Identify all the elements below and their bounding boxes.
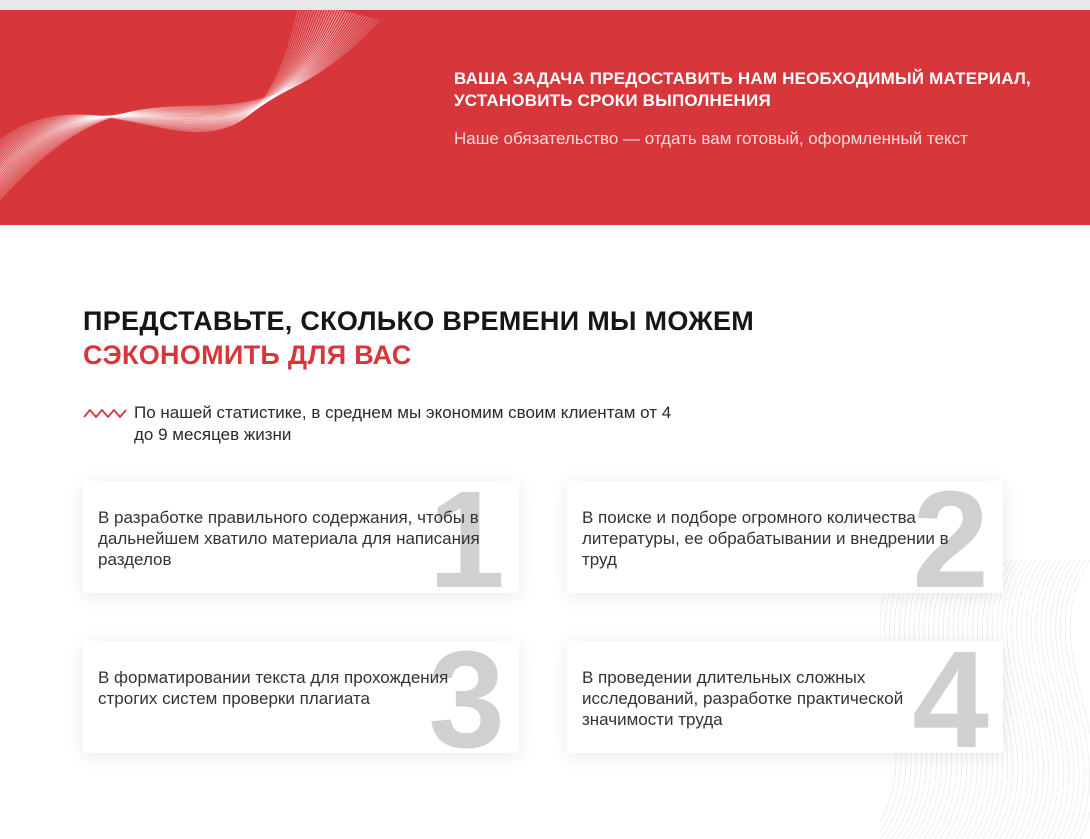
- card-number: 4: [912, 641, 989, 753]
- mesh-line: [1046, 560, 1069, 839]
- section-title: [83, 304, 983, 372]
- hero-banner: [0, 10, 1090, 225]
- section-title-main: ПРЕДСТАВЬТЕ, СКОЛЬКО ВРЕМЕНИ МЫ МОЖЕМ: [83, 306, 755, 336]
- banner-heading: ВАША ЗАДАЧА ПРЕДОСТАВИТЬ НАМ НЕОБХОДИМЫЙ МАТЕРИАЛ, УСТАНОВИТЬ СРОКИ ВЫПОЛНЕНИЯ: [454, 69, 1031, 110]
- statistics-text: По нашей статистике, в среднем мы экономим своим клиентам от 4 до 9 месяцев жизни: [134, 403, 672, 444]
- benefit-card-4: [567, 641, 1003, 753]
- wave-decoration-icon: [0, 10, 440, 225]
- wave-line: [0, 12, 348, 176]
- wave-line: [0, 10, 317, 153]
- section-title-accent: СЭКОНОМИТЬ ДЛЯ ВАС: [83, 340, 412, 370]
- card-text: В форматировании текста для прохождения строгих систем проверки плагиата: [98, 668, 449, 708]
- card-number: 1: [428, 481, 505, 593]
- mesh-line: [1026, 560, 1048, 839]
- wave-line: [0, 18, 370, 193]
- wave-line: [0, 16, 363, 188]
- card-text: В проведении длительных сложных исследований, разработке практической значимости труда: [582, 668, 904, 729]
- benefit-card-3: [83, 641, 519, 753]
- benefit-card-1: [83, 481, 519, 593]
- card-number: 3: [428, 641, 505, 753]
- mesh-line: [1036, 560, 1059, 839]
- benefit-card-2: [567, 481, 1003, 593]
- top-strip: [0, 0, 1090, 10]
- mesh-line: [1070, 560, 1090, 839]
- banner-subtext: Наше обязательство — отдать вам готовый, оформленный текст: [454, 129, 968, 148]
- card-number: 2: [912, 481, 989, 593]
- mesh-line: [1051, 560, 1074, 839]
- wave-line: [0, 12, 346, 175]
- mesh-line: [1041, 560, 1064, 839]
- card-text: В поиске и подборе огромного количества литературы, ее обрабатывании и внедрении в труд: [582, 508, 949, 569]
- wave-line: [0, 15, 361, 185]
- mesh-line: [1021, 560, 1043, 839]
- zigzag-icon: [83, 404, 129, 420]
- wave-line: [0, 13, 351, 178]
- mesh-line: [1031, 560, 1054, 839]
- mesh-line: [1016, 560, 1038, 839]
- card-text: В разработке правильного содержания, чтобы в дальнейшем хватило материала для написания разделов: [98, 508, 480, 569]
